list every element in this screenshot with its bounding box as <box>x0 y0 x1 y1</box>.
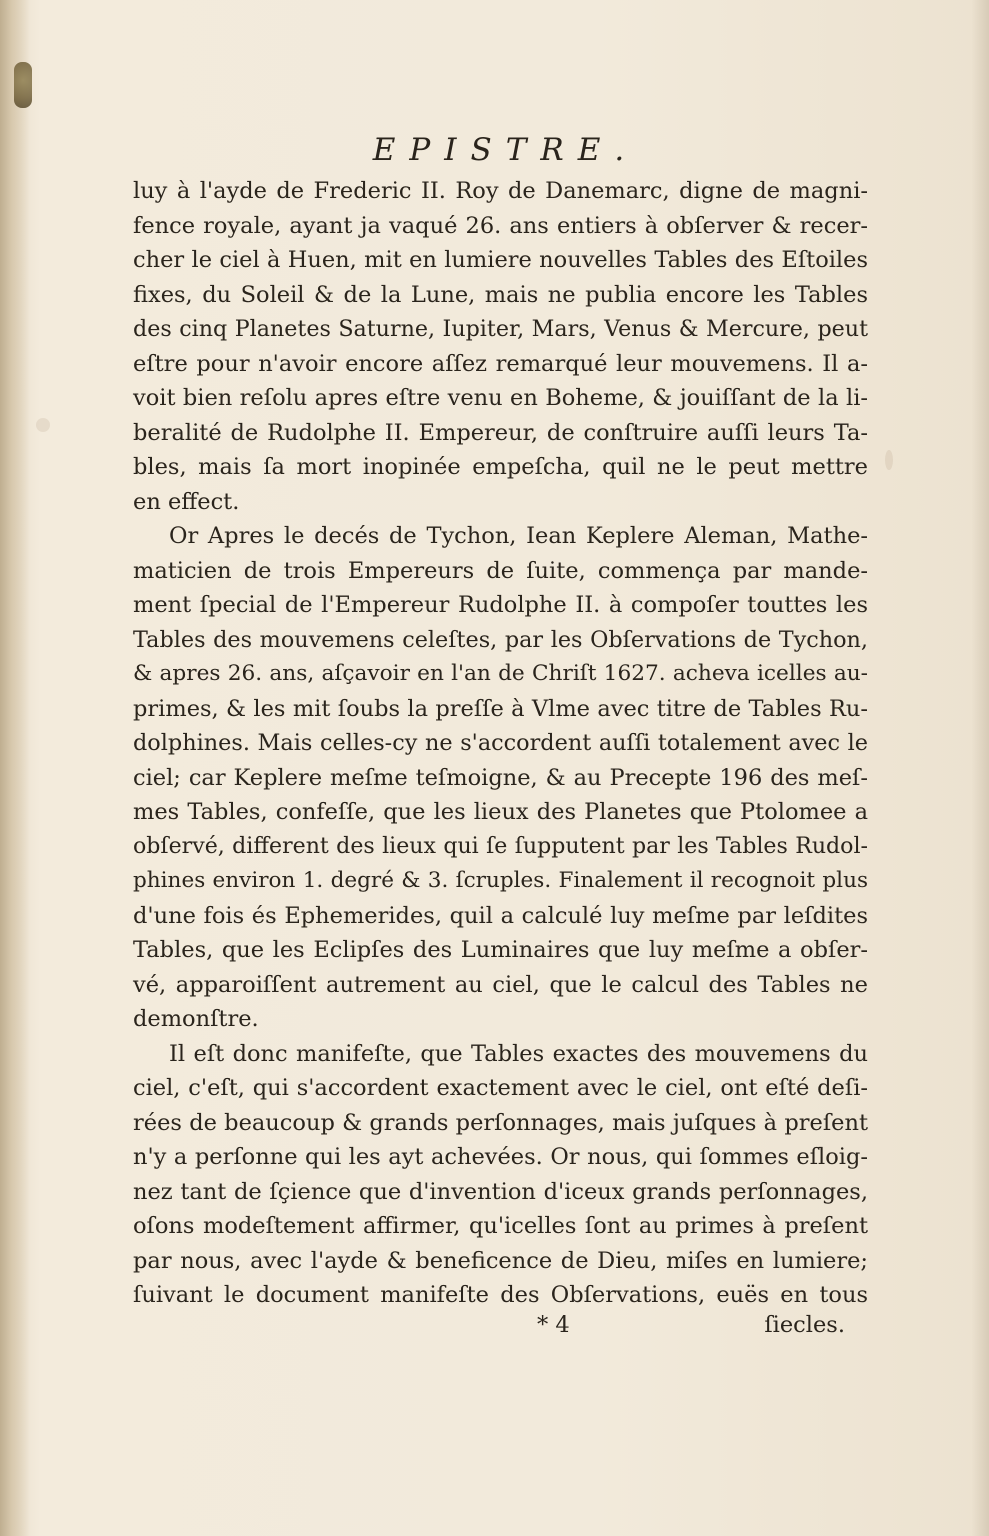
text-line: maticien de trois Empereurs de ſuite, commença par mande- <box>133 557 868 584</box>
text-line: primes, & les mit ſoubs la preſſe à Vlme avec titre de Tables Ru- <box>133 695 868 722</box>
page-text-block <box>133 130 868 1313</box>
paragraph-1 <box>133 174 868 519</box>
text-line: voit bien reſolu apres eſtre venu en Boheme, & jouiſſant de la li- <box>133 385 868 411</box>
catchword: ſiecles. <box>764 1312 845 1338</box>
text-line: rées de beaucoup & grands perſonnages, mais juſques à preſent <box>133 1109 868 1136</box>
text-line: n'y a perſonne qui les ayt achevées. Or nous, qui ſommes eſloig- <box>133 1144 868 1170</box>
text-line: bles, mais ſa mort inopinée empeſcha, quil ne le peut mettre <box>133 454 868 480</box>
text-line: beralité de Rudolphe II. Empereur, de conſtruire auſſi leurs Ta- <box>133 419 868 446</box>
book-binding-edge <box>0 0 30 1536</box>
text-line: oſons modeſtement affirmer, qu'icelles ſont au primes à preſent <box>133 1213 868 1239</box>
text-line: cher le ciel à Huen, mit en lumiere nouvelles Tables des Eſtoiles <box>133 247 868 273</box>
ink-stain <box>36 418 50 432</box>
page-edge-shadow <box>971 0 989 1536</box>
text-line: Il eſt donc manifeſte, que Tables exactes des mouvemens du <box>169 1040 868 1067</box>
text-line: fixes, du Soleil & de la Lune, mais ne publia encore les Tables <box>133 281 868 308</box>
text-line: ſuivant le document manifeſte des Obſervations, euës en tous <box>133 1282 868 1308</box>
text-line: eſtre pour n'avoir encore aſſez remarqué leur mouvemens. Il a- <box>133 350 868 377</box>
page-footer <box>133 1312 845 1348</box>
text-line: ment ſpecial de l'Empereur Rudolphe II. à compoſer touttes les <box>133 592 868 618</box>
text-line: vé, apparoiſſent autrement au ciel, que le calcul des Tables ne <box>133 971 868 998</box>
text-line: nez tant de ſçience que d'invention d'iceux grands perſonnages, <box>133 1178 868 1205</box>
running-head: EPISTRE. <box>372 132 639 168</box>
text-line: mes Tables, confeſſe, que les lieux des Planetes que Ptolomee a <box>133 799 868 825</box>
text-line: Or Apres le decés de Tychon, Iean Keplere Aleman, Mathe- <box>169 523 868 549</box>
text-line: en effect. <box>133 488 240 515</box>
text-line: demonſtre. <box>133 1006 259 1032</box>
text-line: Tables des mouvemens celeſtes, par les Obſervations de Tychon, <box>133 626 868 653</box>
text-line: Tables, que les Eclipſes des Luminaires que luy meſme a obſer- <box>133 937 868 963</box>
text-line: d'une fois és Ephemerides, quil a calculé luy meſme par leſdites <box>133 902 868 929</box>
text-line: par nous, avec l'ayde & beneficence de Dieu, miſes en lumiere; <box>133 1247 868 1274</box>
text-line: ciel, c'eſt, qui s'accordent exactement avec le ciel, ont eſté deſi- <box>133 1075 868 1101</box>
text-line: fence royale, ayant ja vaqué 26. ans entiers à obſerver & recer- <box>133 212 868 239</box>
text-line: ciel; car Keplere meſme teſmoigne, & au Precepte 196 des meſ- <box>133 764 868 791</box>
text-line: phines environ 1. degré & 3. ſcruples. Finalement il recognoit plus <box>133 868 868 893</box>
paragraph-3 <box>133 1037 868 1313</box>
text-line: des cinq Planetes Saturne, Iupiter, Mars, Venus & Mercure, peut <box>133 316 868 342</box>
signature-mark: * 4 <box>537 1312 570 1338</box>
binding-thread <box>14 62 32 108</box>
text-line: luy à l'ayde de Frederic II. Roy de Danemarc, digne de magni- <box>133 178 868 204</box>
text-line: dolphines. Mais celles-cy ne s'accordent auſſi totalement avec le <box>133 730 868 756</box>
ink-stain <box>885 450 893 470</box>
text-line: & apres 26. ans, aſçavoir en l'an de Chriſt 1627. acheva icelles au- <box>133 661 868 686</box>
text-line: obſervé, different des lieux qui ſe ſupputent par les Tables Rudol- <box>133 833 868 859</box>
paragraph-2 <box>133 519 868 1037</box>
